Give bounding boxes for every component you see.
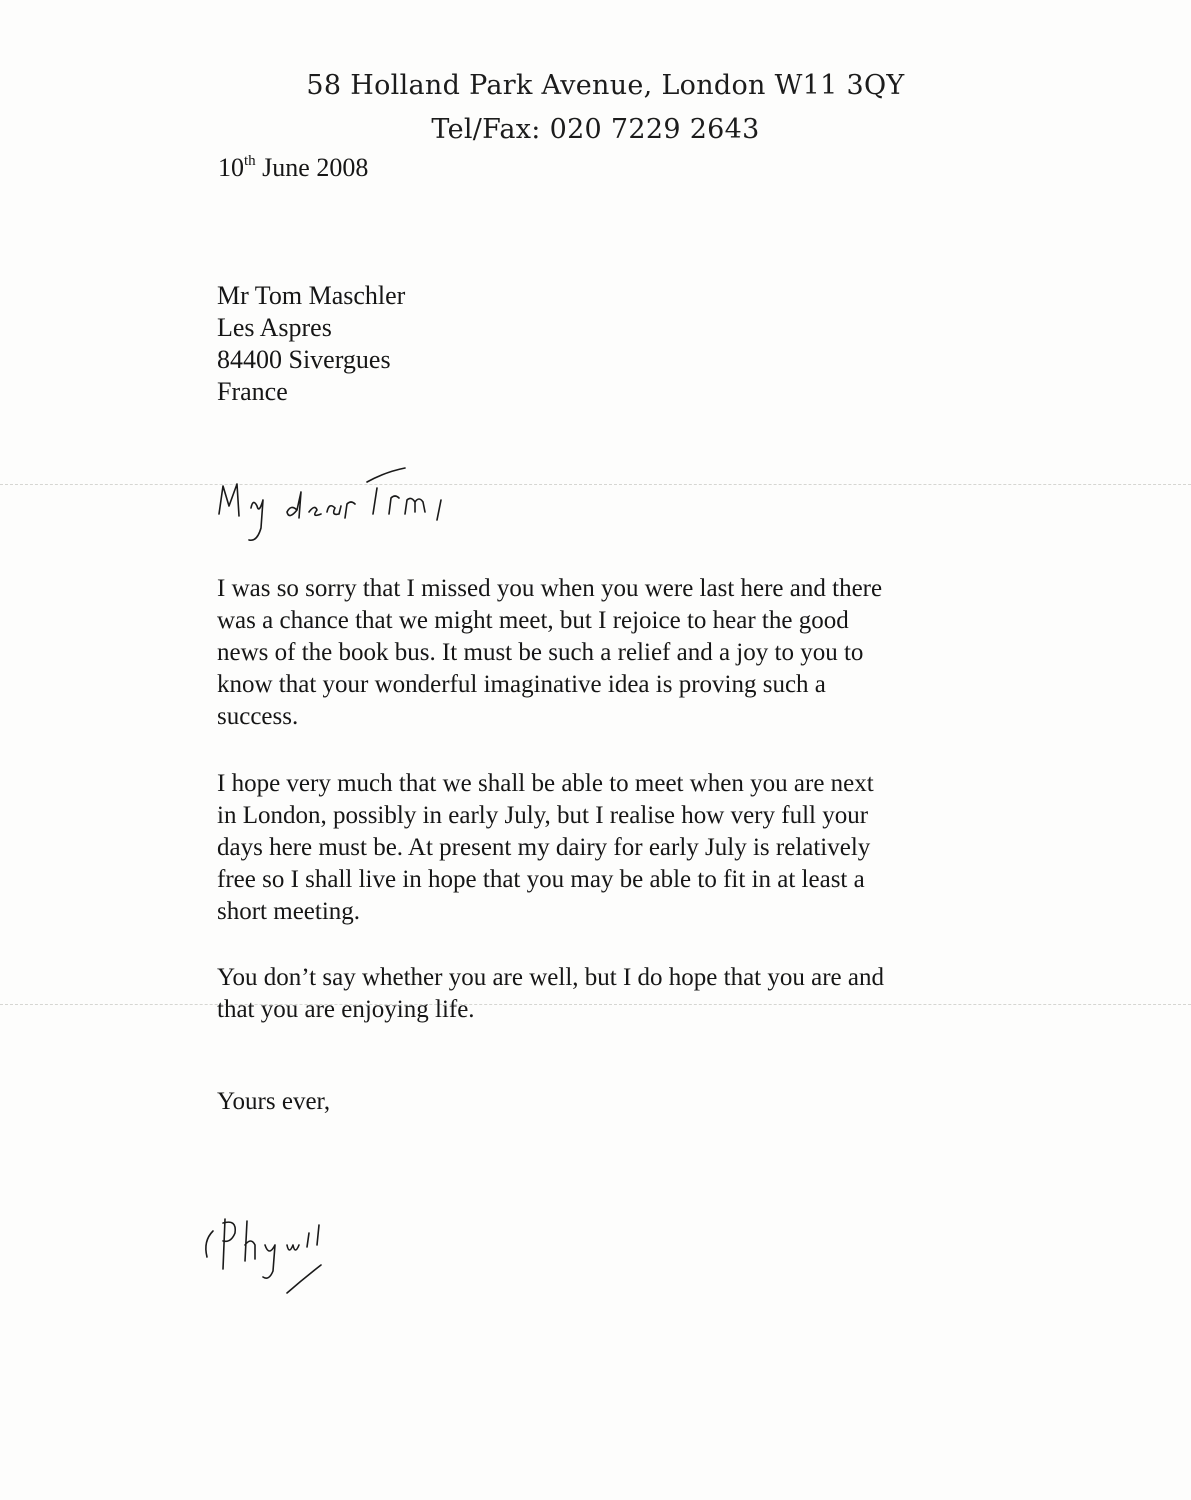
date-month-year: June 2008 (262, 153, 369, 182)
paragraph-line: I hope very much that we shall be able to meet when you are next (217, 770, 874, 797)
paragraph-line: news of the book bus. It must be such a relief and a joy to you to (217, 639, 864, 666)
letterhead-phone: Tel/Fax: 020 7229 2643 (431, 114, 760, 145)
recipient-address (217, 280, 405, 408)
handwritten-salutation (205, 462, 465, 552)
paragraph-line: success. (217, 703, 299, 730)
fold-crease (0, 484, 1191, 485)
recipient-line: 84400 Sivergues (217, 345, 391, 374)
recipient-line: France (217, 377, 288, 406)
date-day: 10 (218, 153, 244, 182)
recipient-line: Les Aspres (217, 313, 332, 342)
body-paragraph-2 (217, 768, 997, 928)
paragraph-line: in London, possibly in early July, but I realise how very full your (217, 802, 869, 829)
body-paragraph-1 (217, 573, 997, 733)
paragraph-line: I was so sorry that I missed you when you were last here and there (217, 575, 883, 602)
paragraph-line: was a chance that we might meet, but I rejoice to hear the good (217, 607, 849, 634)
recipient-line: Mr Tom Maschler (217, 281, 406, 310)
body-paragraph-3 (217, 962, 997, 1026)
date-suffix: th (244, 153, 256, 169)
paragraph-line: free so I shall live in hope that you may be able to fit in at least a (217, 866, 865, 893)
handwritten-signature (195, 1205, 345, 1315)
paragraph-line: short meeting. (217, 898, 361, 925)
paragraph-line: days here must be. At present my dairy for early July is relatively (217, 834, 871, 861)
letter-date (218, 153, 368, 183)
paragraph-line: You don’t say whether you are well, but I do hope that you are and (217, 964, 884, 991)
paragraph-line: know that your wonderful imaginative idea is proving such a (217, 671, 826, 698)
paragraph-line: that you are enjoying life. (217, 996, 475, 1023)
letterhead-address: 58 Holland Park Avenue, London W11 3QY (306, 70, 905, 101)
closing-line: Yours ever, (217, 1088, 331, 1115)
